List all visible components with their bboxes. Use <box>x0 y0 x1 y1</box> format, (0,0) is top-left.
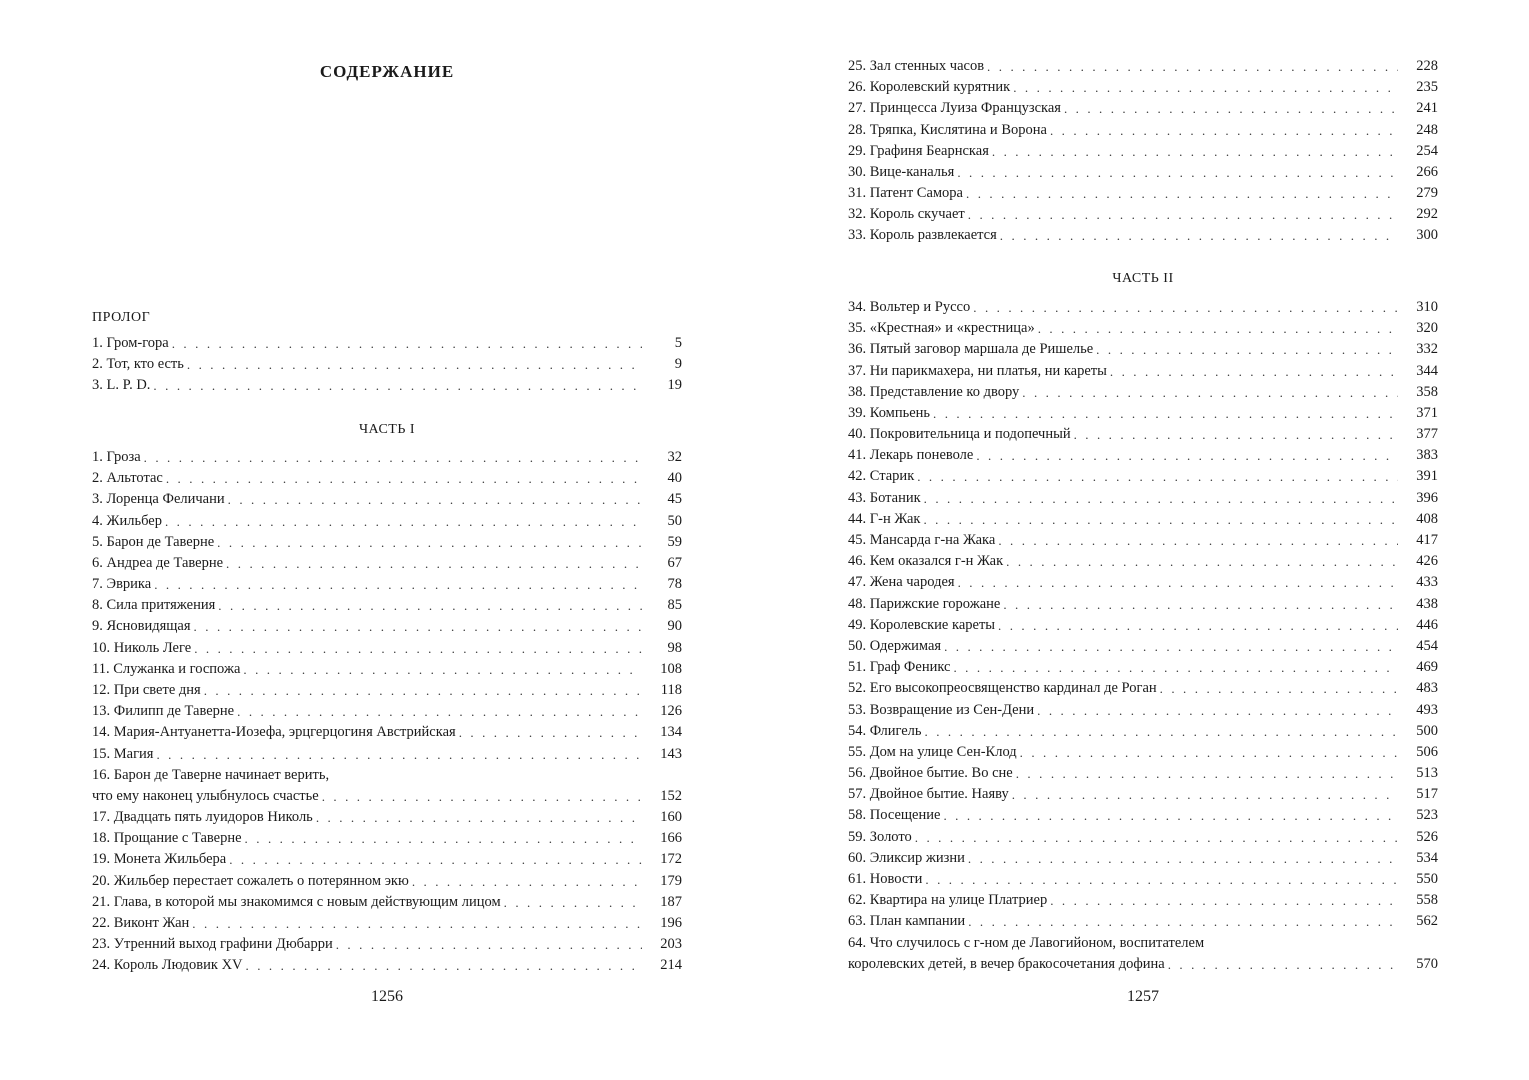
dot-leader <box>943 805 1398 826</box>
dot-leader <box>944 636 1398 657</box>
dot-leader <box>316 807 642 828</box>
dot-leader <box>917 466 1398 487</box>
dot-leader <box>504 892 642 913</box>
dot-leader <box>144 447 642 468</box>
toc-entry-page: 179 <box>660 872 682 889</box>
toc-entry-title: 36. Пятый заговор маршала де Ришелье <box>848 341 1094 358</box>
toc-entry[interactable] <box>848 162 1438 183</box>
toc-entry[interactable] <box>92 659 682 680</box>
toc-entry[interactable] <box>848 120 1438 141</box>
toc-entry-page: 45 <box>667 491 682 508</box>
toc-entry-title: 28. Тряпка, Кислятина и Ворона <box>848 121 1047 138</box>
dot-leader <box>992 141 1398 162</box>
toc-entry-title: 53. Возвращение из Сен-Дени <box>848 701 1035 718</box>
dot-leader <box>923 509 1398 530</box>
dot-leader <box>246 955 642 976</box>
part1-entries-a <box>92 447 682 765</box>
dot-leader <box>1050 890 1398 911</box>
toc-entry-page: 500 <box>1416 722 1438 739</box>
dot-leader <box>187 354 642 375</box>
dot-leader <box>154 574 642 595</box>
toc-entry[interactable] <box>92 354 682 375</box>
toc-entry[interactable] <box>92 333 682 354</box>
toc-entry-page: 377 <box>1416 426 1438 443</box>
toc-entry-page: 134 <box>660 724 682 741</box>
toc-entry-page: 558 <box>1416 892 1438 909</box>
dot-leader <box>322 786 642 807</box>
toc-entry[interactable] <box>92 955 682 976</box>
toc-entry-page: 160 <box>660 808 682 825</box>
toc-entry-title: 24. Король Людовик XV <box>92 957 243 974</box>
dot-leader <box>165 511 642 532</box>
toc-entry-page: 228 <box>1416 57 1438 74</box>
toc-entry-title: 3. Лоренца Феличани <box>92 491 225 508</box>
toc-entry-page: 391 <box>1416 468 1438 485</box>
toc-entry[interactable] <box>848 806 1438 827</box>
toc-entry-title: 45. Мансарда г-на Жака <box>848 532 996 549</box>
toc-entry-page: 483 <box>1416 680 1438 697</box>
toc-entry-page: 152 <box>660 788 682 805</box>
toc-entry[interactable] <box>848 56 1438 77</box>
toc-entry-page: 310 <box>1416 298 1438 315</box>
toc-entry-title: 57. Двойное бытие. Наяву <box>848 786 1009 803</box>
toc-entry-page: 266 <box>1416 163 1438 180</box>
dot-leader <box>172 333 642 354</box>
toc-entry-page: 371 <box>1416 404 1438 421</box>
toc-entry-title: 11. Служанка и госпожа <box>92 660 241 677</box>
toc-entry[interactable] <box>92 722 682 743</box>
toc-entry-title: 25. Зал стенных часов <box>848 57 985 74</box>
toc-entry-title: 1. Гром-гора <box>92 334 169 351</box>
toc-entry-title: 54. Флигель <box>848 722 922 739</box>
toc-entry[interactable] <box>92 375 682 396</box>
dot-leader <box>1016 763 1398 784</box>
toc-entry-page: 59 <box>667 533 682 550</box>
page-number-right: 1257 <box>1127 988 1159 1005</box>
toc-entry-title: 21. Глава, в которой мы знакомимся с новым действующим лицом <box>92 893 501 910</box>
toc-entry[interactable] <box>848 551 1438 572</box>
dot-leader <box>968 204 1398 225</box>
toc-entry[interactable] <box>848 572 1438 593</box>
toc-entry-page: 332 <box>1416 341 1438 358</box>
toc-entry[interactable] <box>92 574 682 595</box>
toc-entry[interactable] <box>848 827 1438 848</box>
toc-entry-title: королевских детей, в вечер бракосочетания дофина <box>848 956 1165 973</box>
toc-entry-title: 27. Принцесса Луиза Французская <box>848 100 1061 117</box>
toc-entry-page: 570 <box>1416 956 1438 973</box>
toc-entry-title: 1. Гроза <box>92 448 141 465</box>
toc-entry[interactable] <box>92 532 682 553</box>
toc-entry-page: 493 <box>1416 701 1438 718</box>
right-page <box>848 0 1438 1080</box>
toc-entry-page: 446 <box>1416 616 1438 633</box>
toc-entry-16[interactable] <box>92 765 682 807</box>
toc-entry[interactable] <box>848 141 1438 162</box>
toc-entry[interactable] <box>848 678 1438 699</box>
toc-entry-page: 426 <box>1416 553 1438 570</box>
toc-entry[interactable] <box>92 638 682 659</box>
dot-leader <box>958 572 1398 593</box>
toc-entry-title: 64. Что случилось с г-ном де Лавогийоном, воспитателем <box>848 935 1205 951</box>
dot-leader <box>1160 678 1398 699</box>
toc-entry-title: 40. Покровительница и подопечный <box>848 426 1071 443</box>
toc-entry[interactable] <box>848 636 1438 657</box>
toc-entry[interactable] <box>848 361 1438 382</box>
dot-leader <box>1168 954 1398 975</box>
dot-leader <box>925 869 1398 890</box>
page-number-left: 1256 <box>371 988 403 1005</box>
toc-entry-title: 16. Барон де Таверне начинает верить, <box>92 767 330 783</box>
toc-entry-page: 172 <box>660 851 682 868</box>
toc-entry-page: 526 <box>1416 828 1438 845</box>
toc-entry-title: 13. Филипп де Таверне <box>92 703 235 720</box>
toc-entry[interactable] <box>848 911 1438 932</box>
toc-entry[interactable] <box>92 849 682 870</box>
toc-entry-title: 22. Виконт Жан <box>92 914 190 931</box>
dot-leader <box>1096 339 1398 360</box>
dot-leader <box>166 468 642 489</box>
toc-entry[interactable] <box>848 424 1438 445</box>
toc-entry-title: 61. Новости <box>848 871 923 888</box>
toc-entry-title: 18. Прощание с Таверне <box>92 830 242 847</box>
dot-leader <box>1020 742 1398 763</box>
toc-entry[interactable] <box>848 98 1438 119</box>
part2-heading: ЧАСТЬ II <box>1112 271 1174 286</box>
part1-continued-entries <box>848 56 1438 247</box>
toc-entry[interactable] <box>848 467 1438 488</box>
dot-leader <box>1022 382 1398 403</box>
toc-entry-title: 39. Компьень <box>848 404 931 421</box>
dot-leader <box>924 488 1398 509</box>
toc-entry[interactable] <box>848 445 1438 466</box>
toc-entry-title: 62. Квартира на улице Платриер <box>848 892 1048 909</box>
dot-leader <box>968 848 1398 869</box>
toc-entry-title: 52. Его высокопреосвященство кардинал де Роган <box>848 680 1157 697</box>
toc-entry-title: 2. Альтотас <box>92 470 163 487</box>
toc-entry-page: 383 <box>1416 447 1438 464</box>
toc-entry-title: 7. Эврика <box>92 576 152 593</box>
toc-entry[interactable] <box>92 744 682 765</box>
toc-entry-title: 59. Золото <box>848 828 912 845</box>
toc-entry-title: 29. Графиня Беарнская <box>848 142 989 159</box>
toc-entry[interactable] <box>92 511 682 532</box>
toc-entry-title: 37. Ни парикмахера, ни платья, ни кареты <box>848 362 1107 379</box>
toc-entry-title: 56. Двойное бытие. Во сне <box>848 765 1013 782</box>
toc-entry[interactable] <box>848 339 1438 360</box>
dot-leader <box>1012 784 1398 805</box>
part2-entries <box>848 297 1438 933</box>
toc-entry[interactable] <box>92 489 682 510</box>
toc-entry-page: 187 <box>660 893 682 910</box>
toc-entry-title: 46. Кем оказался г-н Жак <box>848 553 1004 570</box>
toc-entry-title: 38. Представление ко двору <box>848 383 1020 400</box>
toc-entry[interactable] <box>848 784 1438 805</box>
toc-entry[interactable] <box>848 890 1438 911</box>
dot-leader <box>459 722 642 743</box>
toc-entry-page: 513 <box>1416 765 1438 782</box>
toc-entry-page: 408 <box>1416 510 1438 527</box>
toc-entry[interactable] <box>848 318 1438 339</box>
toc-entry-title: 58. Посещение <box>848 807 941 824</box>
dot-leader <box>1000 225 1398 246</box>
toc-entry-page: 562 <box>1416 913 1438 930</box>
toc-entry[interactable] <box>848 700 1438 721</box>
toc-entry-title: 9. Ясновидящая <box>92 618 191 635</box>
toc-entry-title: 12. При свете дня <box>92 682 201 699</box>
toc-entry[interactable] <box>848 488 1438 509</box>
toc-entry[interactable] <box>92 701 682 722</box>
toc-entry[interactable] <box>848 403 1438 424</box>
toc-entry[interactable] <box>848 297 1438 318</box>
toc-entry[interactable] <box>92 807 682 828</box>
dot-leader <box>976 445 1398 466</box>
toc-entry-title: 48. Парижские горожане <box>848 595 1001 612</box>
toc-entry-title: 63. План кампании <box>848 913 966 930</box>
dot-leader <box>1064 98 1398 119</box>
dot-leader <box>336 934 642 955</box>
toc-entry-title: 34. Вольтер и Руссо <box>848 298 971 315</box>
dot-leader <box>968 911 1398 932</box>
toc-entry[interactable] <box>848 226 1438 247</box>
dot-leader <box>228 489 642 510</box>
toc-entry[interactable] <box>92 447 682 468</box>
toc-entry-page: 19 <box>667 377 682 394</box>
toc-entry-title: 6. Андреа де Таверне <box>92 554 224 571</box>
toc-entry-page: 241 <box>1416 100 1438 117</box>
dot-leader <box>237 701 642 722</box>
toc-entry[interactable] <box>92 828 682 849</box>
toc-entry-title: 60. Эликсир жизни <box>848 849 965 866</box>
toc-entry-page: 85 <box>667 597 682 614</box>
toc-entry[interactable] <box>848 848 1438 869</box>
dot-leader <box>998 615 1398 636</box>
toc-entry-title: 3. L. P. D. <box>92 377 151 394</box>
dot-leader <box>987 56 1398 77</box>
dot-leader <box>194 638 642 659</box>
toc-entry-title: 15. Магия <box>92 745 154 762</box>
toc-entry[interactable] <box>92 553 682 574</box>
dot-leader <box>1003 594 1398 615</box>
toc-entry-page: 292 <box>1416 206 1438 223</box>
toc-entry-title: 8. Сила притяжения <box>92 597 216 614</box>
toc-title: СОДЕРЖАНИЕ <box>319 62 455 81</box>
toc-entry-page: 550 <box>1416 871 1438 888</box>
toc-entry-title: 31. Патент Самора <box>848 185 963 202</box>
toc-entry-page: 98 <box>667 639 682 656</box>
dot-leader <box>1074 424 1398 445</box>
toc-entry[interactable] <box>848 204 1438 225</box>
dot-leader <box>915 827 1398 848</box>
toc-entry[interactable] <box>92 468 682 489</box>
toc-entry-title: 30. Вице-каналья <box>848 163 955 180</box>
dot-leader <box>245 828 642 849</box>
dot-leader <box>1013 77 1398 98</box>
dot-leader <box>218 595 642 616</box>
toc-entry-page: 108 <box>660 660 682 677</box>
toc-entry[interactable] <box>848 763 1438 784</box>
toc-entry-page: 203 <box>660 936 682 953</box>
toc-entry-title: что ему наконец улыбнулось счастье <box>92 788 319 805</box>
toc-entry[interactable] <box>92 595 682 616</box>
toc-entry-page: 67 <box>667 554 682 571</box>
toc-entry-page: 196 <box>660 914 682 931</box>
prologue-entries <box>92 333 682 397</box>
toc-entry-page: 78 <box>667 576 682 593</box>
dot-leader <box>1037 700 1398 721</box>
toc-entry-title: 47. Жена чародея <box>848 574 955 591</box>
toc-entry-page: 320 <box>1416 320 1438 337</box>
toc-entry-page: 50 <box>667 512 682 529</box>
toc-entry[interactable] <box>848 869 1438 890</box>
toc-entry[interactable] <box>848 382 1438 403</box>
toc-entry-page: 344 <box>1416 362 1438 379</box>
toc-entry[interactable] <box>848 615 1438 636</box>
toc-entry-page: 118 <box>660 682 682 699</box>
toc-entry-title: 55. Дом на улице Сен-Клод <box>848 743 1017 760</box>
dot-leader <box>156 744 642 765</box>
toc-entry-title: 44. Г-н Жак <box>848 510 921 527</box>
toc-entry-page: 433 <box>1416 574 1438 591</box>
toc-entry-page: 9 <box>674 356 682 373</box>
toc-entry-page: 248 <box>1416 121 1438 138</box>
toc-entry-page: 254 <box>1416 142 1438 159</box>
toc-entry-title: 41. Лекарь поневоле <box>848 447 974 464</box>
left-page <box>92 0 682 1080</box>
toc-entry-page: 438 <box>1416 595 1438 612</box>
toc-entry-page: 358 <box>1416 383 1438 400</box>
toc-entry-page: 143 <box>660 745 682 762</box>
toc-entry-title: 4. Жильбер <box>92 512 162 529</box>
dot-leader <box>412 871 642 892</box>
dot-leader <box>217 532 642 553</box>
toc-entry-page: 523 <box>1416 807 1438 824</box>
toc-entry-title: 50. Одержимая <box>848 637 942 654</box>
toc-entry[interactable] <box>92 913 682 934</box>
dot-leader <box>204 680 642 701</box>
dot-leader <box>229 849 642 870</box>
dot-leader <box>933 403 1398 424</box>
toc-entry-title: 26. Королевский курятник <box>848 79 1011 96</box>
dot-leader <box>1050 120 1398 141</box>
dot-leader <box>1006 551 1398 572</box>
toc-entry-page: 5 <box>674 334 682 351</box>
toc-entry-title: 10. Николь Леге <box>92 639 192 656</box>
part1-heading: ЧАСТЬ I <box>358 422 416 437</box>
toc-entry-page: 90 <box>667 618 682 635</box>
toc-entry[interactable] <box>848 594 1438 615</box>
toc-entry-title: 17. Двадцать пять луидоров Николь <box>92 808 313 825</box>
toc-entry-page: 506 <box>1416 743 1438 760</box>
dot-leader <box>243 659 642 680</box>
toc-entry[interactable] <box>848 657 1438 678</box>
toc-entry[interactable] <box>848 77 1438 98</box>
toc-entry-page: 300 <box>1416 227 1438 244</box>
dot-leader <box>998 530 1398 551</box>
toc-entry[interactable] <box>92 934 682 955</box>
dot-leader <box>953 657 1398 678</box>
toc-entry[interactable] <box>848 183 1438 204</box>
dot-leader <box>1110 361 1398 382</box>
toc-entry-title: 14. Мария-Антуанетта-Иозефа, эрцгерцогиня Австрийская <box>92 724 456 741</box>
dot-leader <box>973 297 1398 318</box>
toc-entry-title: 49. Королевские кареты <box>848 616 996 633</box>
toc-entry-page: 166 <box>660 830 682 847</box>
toc-entry-page: 235 <box>1416 79 1438 96</box>
toc-entry-page: 417 <box>1416 532 1438 549</box>
dot-leader <box>194 616 642 637</box>
dot-leader <box>226 553 642 574</box>
toc-entry-title: 20. Жильбер перестает сожалеть о потерянном экю <box>92 872 409 889</box>
toc-entry[interactable] <box>848 742 1438 763</box>
toc-entry-title: 35. «Крестная» и «крестница» <box>848 320 1035 337</box>
toc-entry[interactable] <box>848 509 1438 530</box>
toc-entry-title: 33. Король развлекается <box>848 227 997 244</box>
toc-entry-page: 126 <box>660 703 682 720</box>
toc-entry-title: 43. Ботаник <box>848 489 921 506</box>
toc-entry-title: 42. Старик <box>848 468 915 485</box>
toc-entry[interactable] <box>92 892 682 913</box>
toc-entry-page: 396 <box>1416 489 1438 506</box>
toc-entry-page: 214 <box>660 957 682 974</box>
toc-entry-page: 517 <box>1416 786 1438 803</box>
dot-leader <box>1038 318 1398 339</box>
dot-leader <box>192 913 642 934</box>
toc-entry-title: 51. Граф Феникс <box>848 659 951 676</box>
toc-entry[interactable] <box>92 871 682 892</box>
toc-entry-64[interactable] <box>848 933 1438 975</box>
toc-entry-page: 534 <box>1416 849 1438 866</box>
toc-entry-page: 32 <box>667 448 682 465</box>
dot-leader <box>153 375 642 396</box>
prologue-heading: ПРОЛОГ <box>92 310 151 325</box>
toc-entry-page: 40 <box>667 470 682 487</box>
toc-entry[interactable] <box>92 680 682 701</box>
toc-entry-page: 279 <box>1416 185 1438 202</box>
toc-entry[interactable] <box>848 721 1438 742</box>
toc-entry[interactable] <box>92 617 682 638</box>
dot-leader <box>925 721 1398 742</box>
toc-entry-title: 5. Барон де Таверне <box>92 533 215 550</box>
part1-entries-b <box>92 807 682 977</box>
dot-leader <box>966 183 1398 204</box>
toc-entry-page: 454 <box>1416 637 1438 654</box>
dot-leader <box>957 162 1398 183</box>
toc-entry-title: 19. Монета Жильбера <box>92 851 227 868</box>
toc-entry-title: 32. Король скучает <box>848 206 965 223</box>
toc-entry-title: 23. Утренний выход графини Дюбарри <box>92 936 333 953</box>
toc-entry-page: 469 <box>1416 659 1438 676</box>
toc-entry-title: 2. Тот, кто есть <box>92 356 184 373</box>
toc-entry[interactable] <box>848 530 1438 551</box>
